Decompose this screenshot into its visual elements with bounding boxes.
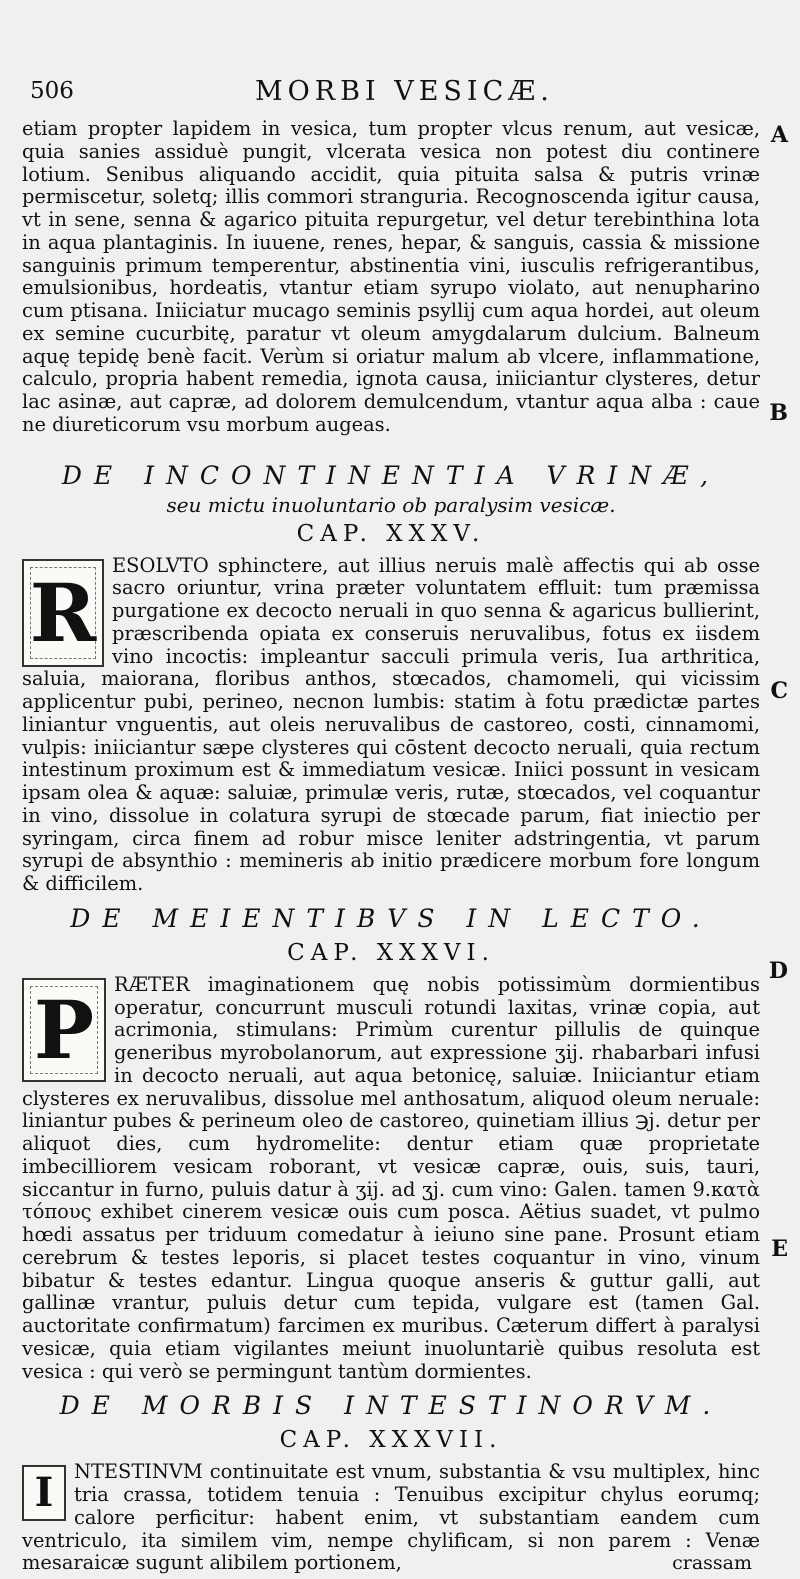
dropcap-p (22, 978, 106, 1082)
dropcap-r (22, 559, 104, 667)
page-body (22, 118, 760, 1575)
section-text-meientibus: RÆTER imaginationem quę nobis potissimùm dormientibus operatur, concurrunt musculi rotundi laxitas, vrinæ copia, aut acrimonia, stimulans: Primùm curentur pillulis de quinque generibus myrobolanorum, aut expressione ʒij. rhabarbari infusi in decocto neruali, aut aqua betonicę, saluiæ. Iniiciantur etiam clysteres ex neruvalibus, dissolue mel anthosatum, aliquod oleum neruale: liniantur pubes & perineum oleo de castoreo, quinetiam illius ℈j. detur per aliquot dies, cum hydromelite: dentur etiam quæ proprietate imbecilliorem vesicam roborant, vt vesicæ capræ, ouis, suis, tauri, siccantur in furno, puluis datur à ʒij. ad ʒj. cum vino: Galen. tamen 9.κατὰ τόπους exhibet cinerem vesicæ ouis cum posca. Aëtius suadet, vt pulmo hœdi assatus per triduum comedatur à ieiuno sine pane. Prosunt etiam cerebrum & testes leporis, si placet testes coquantur in vino, vinum bibatur & testes edantur. Lingua quoque anseris & guttur galli, aut gallinæ vrantur, puluis detur cum tepida, vulgare est (tamen Gal. auctoritate confirmatum) farcimen ex muribus. Cæterum differt à paralysi vesicæ, quia etiam vigilantes meiunt inuoluntariè quibus resoluta est vesica : qui verò se permingunt tantùm dormientes. (22, 972, 760, 1383)
margin-letter-d: D (768, 958, 788, 984)
margin-letter-c: C (770, 678, 788, 704)
intro-paragraph: etiam propter lapidem in vesica, tum propter vlcus renum, aut vesicæ, quia sanies assiduè pungit, vlcerata vesica non potest diu continere lotium. Senibus aliquando accidit, quia pituita salsa & putris vrinæ permiscetur, soletq; illis commori stranguria. Recognoscenda igitur causa, vt in sene, senna & agarico pituita repurgetur, vel detur terebinthina lota in aqua plantaginis. In iuuene, renes, hepar, & sanguis, cassia & missione sanguinis primum temperentur, abstinentia vini, iusculis refrigerantibus, emulsionibus, hordeatis, vtantur etiam syrupo violato, aut nenupharino cum ptisana. Iniiciatur mucago seminis psyllij cum aqua hordei, aut oleum ex semine cucurbitę, paratur vt oleum amygdalarum dulcium. Balneum aquę tepidę benè facit. Verùm si oriatur malum ab vlcere, inflammatione, calculo, propria habent remedia, ignota causa, iniiciantur clysteres, detur lac asinæ, aut capræ, ad dolorem demulcendum, vtantur aqua alba : caue ne diureticorum vsu morbum augeas. (22, 117, 760, 436)
dropcap-i (22, 1465, 66, 1521)
running-title: MORBI VESICÆ. (255, 76, 554, 107)
catchword: crassam (672, 1552, 752, 1574)
section-heading-meientibus: DE MEIENTIBVS IN LECTO. (70, 903, 712, 933)
chapter-label-xxxv: CAP. XXXV. (296, 520, 486, 547)
section-heading-intestinorum: DE MORBIS INTESTINORVM. (59, 1391, 723, 1421)
section-heading-incontinentia: DE INCONTINENTIA VRINÆ, (61, 460, 721, 490)
section-text-intestinorum: NTESTINVM continuitate est vnum, substantia & vsu multiplex, hinc tria crassa, totidem tenuia : Tenuibus excipitur chylus eorumq; calore perficitur: habent enim, vt substantiam eandem cum ventriculo, ita similem vim, nempe chylificam, si non parem : Venæ mesaraicæ sugunt alibilem portionem, (22, 1460, 760, 1575)
section-subheading-incontinentia: seu mictu inuoluntario ob paralysim vesicæ. (166, 492, 616, 517)
chapter-label-xxxvii: CAP. XXXVII. (279, 1427, 503, 1454)
dropcap-letter: R (29, 565, 97, 660)
margin-letter-a: A (770, 122, 788, 148)
page-number: 506 (30, 78, 74, 104)
dropcap-letter: P (33, 982, 95, 1077)
dropcap-letter: I (34, 1469, 54, 1517)
margin-letter-b: B (769, 400, 788, 426)
chapter-label-xxxvi: CAP. XXXVI. (287, 939, 495, 966)
margin-letter-e: E (771, 1236, 788, 1262)
section-text-incontinentia: ESOLVTO sphinctere, aut illius neruis malè affectis qui ab osse sacro oriuntur, vrina præter voluntatem effluit: tum præmissa purgatione ex decocto neruali in quo senna & agaricus bullierint, præscribenda opiata ex conseruis neruvalibus, fotus ex iisdem vino incoctis: impleantur sacculi primula veris, Iua arthritica, saluia, maiorana, floribus anthos, stœcados, chamomeli, qui vicissim applicentur pubi, perineo, necnon lumbis: statim à fotu prædictæ partes liniantur vnguentis, aut oleis neruvalibus de castoreo, costi, cinnamomi, vulpis: iniiciantur sæpe clysteres qui cōstent decocto neruali, quia rectum intestinum proximum est & immediatum vesicæ. Iniici possunt in vesicam ipsam olea & aquæ: saluiæ, primulæ veris, rutæ, stœcados, vel coquantur in vino, dissolue in colatura syrupi de stœcade parum, fiat iniectio per syringam, circa finem ad robur misce leniter adstringentia, vt parum syrupi de absynthio : memineris ab initio prædicere morbum fore longum & difficilem. (22, 553, 760, 895)
